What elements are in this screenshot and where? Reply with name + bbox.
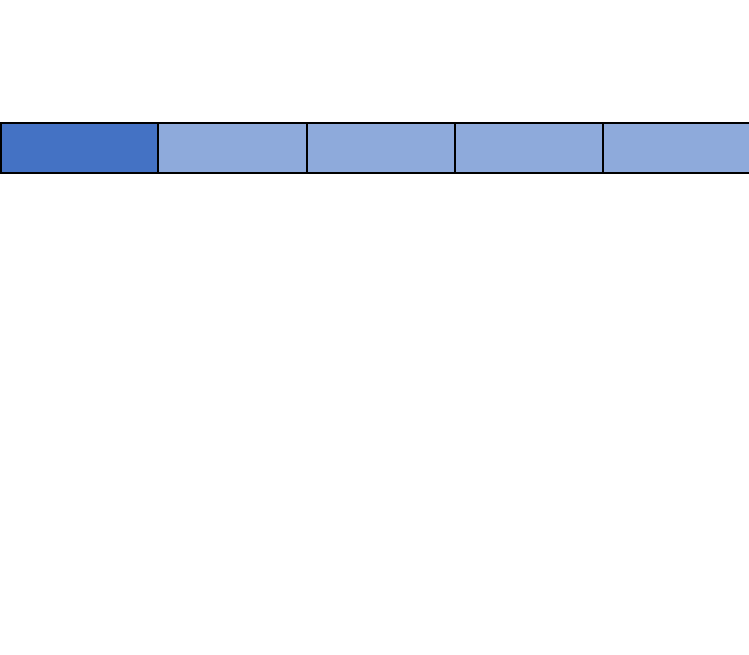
class-label (1, 123, 158, 173)
period-header (307, 123, 455, 173)
period-header (603, 123, 749, 173)
schedule-table (0, 122, 749, 174)
period-header (455, 123, 603, 173)
period-header (158, 123, 307, 173)
schedule-header-row (1, 123, 749, 173)
